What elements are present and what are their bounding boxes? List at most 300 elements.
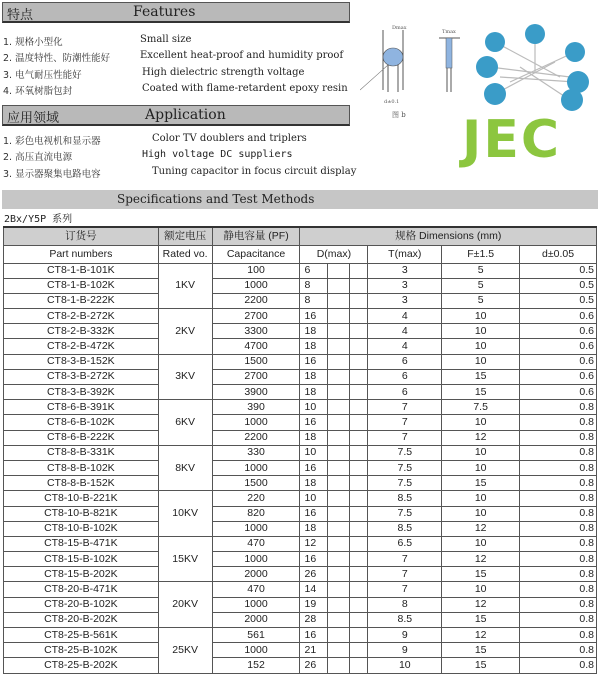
item-en: Small size — [140, 34, 192, 45]
table-row — [4, 460, 597, 475]
t-max: 7 — [368, 567, 442, 582]
capacitance: 2200 — [212, 293, 300, 308]
features-item — [3, 82, 348, 97]
d-max: 18 — [300, 430, 328, 445]
capacitance: 1000 — [212, 460, 300, 475]
part-number: CT8-15-B-202K — [4, 567, 159, 582]
lead-diameter: 0.8 — [520, 552, 597, 567]
item-en: High dielectric strength voltage — [142, 66, 305, 78]
features-title-en: Features — [133, 4, 196, 20]
f-spacing: 10 — [442, 491, 520, 506]
t-max: 7.5 — [368, 506, 442, 521]
t-max: 6 — [368, 354, 442, 369]
d-blank — [350, 430, 368, 445]
d-max: 16 — [300, 309, 328, 324]
t-max: 7.5 — [368, 445, 442, 460]
capacitance: 2000 — [212, 612, 300, 627]
part-number: CT8-10-B-102K — [4, 521, 159, 536]
d-max: 18 — [300, 385, 328, 400]
rated-voltage: 20KV — [158, 582, 212, 628]
d-blank — [350, 415, 368, 430]
lead-diameter: 0.6 — [520, 385, 597, 400]
f-spacing: 15 — [442, 385, 520, 400]
t-max: 4 — [368, 309, 442, 324]
d-max: 8 — [300, 278, 328, 293]
part-number: CT8-8-B-331K — [4, 445, 159, 460]
features-title-cn: 特点 — [7, 8, 34, 23]
d-blank — [328, 521, 350, 536]
part-number: CT8-10-B-821K — [4, 506, 159, 521]
f-spacing: 15 — [442, 369, 520, 384]
d-blank — [350, 476, 368, 491]
lead-diameter: 0.8 — [520, 643, 597, 658]
f-spacing: 12 — [442, 597, 520, 612]
part-number: CT8-10-B-221K — [4, 491, 159, 506]
item-en: Color TV doublers and triplers — [152, 133, 307, 144]
part-number: CT8-25-B-561K — [4, 628, 159, 643]
capacitance: 220 — [212, 491, 300, 506]
d-blank — [350, 567, 368, 582]
header-part-cn: 订货号 — [4, 227, 159, 245]
d-blank — [328, 339, 350, 354]
figure-caption: 图 b — [392, 111, 406, 119]
capacitance: 1000 — [212, 552, 300, 567]
features-item — [3, 66, 305, 81]
d-blank — [328, 597, 350, 612]
rated-voltage: 10KV — [158, 491, 212, 537]
d-blank — [328, 369, 350, 384]
f-spacing: 15 — [442, 643, 520, 658]
d-blank — [328, 415, 350, 430]
capacitance: 330 — [212, 445, 300, 460]
d-blank — [350, 309, 368, 324]
table-row — [4, 491, 597, 506]
spec-title: Specifications and Test Methods — [117, 192, 315, 206]
t-max: 4 — [368, 324, 442, 339]
table-row — [4, 293, 597, 308]
part-number: CT8-1-B-222K — [4, 293, 159, 308]
d-blank — [350, 552, 368, 567]
header-part: Part numbers — [4, 245, 159, 263]
f-spacing: 15 — [442, 567, 520, 582]
d-blank — [328, 567, 350, 582]
lead-diameter: 0.8 — [520, 628, 597, 643]
lead-diameter: 0.8 — [520, 536, 597, 551]
header-d: D(max) — [300, 245, 368, 263]
d-blank — [350, 628, 368, 643]
item-cn: 3. 显示器聚集电路电容 — [3, 168, 101, 180]
capacitance: 3300 — [212, 324, 300, 339]
table-row — [4, 643, 597, 658]
table-row — [4, 628, 597, 643]
d-blank — [350, 263, 368, 278]
lead-diameter: 0.8 — [520, 476, 597, 491]
capacitance: 1000 — [212, 415, 300, 430]
spec-title-bar — [2, 190, 598, 209]
capacitance: 100 — [212, 263, 300, 278]
features-item — [3, 34, 192, 48]
part-number: CT8-6-B-102K — [4, 415, 159, 430]
part-number: CT8-6-B-391K — [4, 400, 159, 415]
table-row — [4, 430, 597, 445]
t-max: 7.5 — [368, 476, 442, 491]
d-blank — [350, 400, 368, 415]
header-cap-cn: 静电容量 (PF) — [212, 227, 300, 245]
application-header — [2, 105, 350, 126]
application-item — [3, 149, 293, 164]
f-spacing: 15 — [442, 658, 520, 673]
header-dimensions-cn: 规格 Dimensions (mm) — [300, 227, 597, 245]
t-max: 9 — [368, 643, 442, 658]
f-spacing: 15 — [442, 476, 520, 491]
d-blank — [350, 582, 368, 597]
d-blank — [350, 354, 368, 369]
header-f: F±1.5 — [442, 245, 520, 263]
item-cn: 2. 温度特性、防潮性能好 — [3, 53, 111, 65]
t-max: 8.5 — [368, 612, 442, 627]
d-max: 6 — [300, 263, 328, 278]
f-spacing: 10 — [442, 506, 520, 521]
spec-table — [3, 226, 597, 674]
f-spacing: 5 — [442, 293, 520, 308]
d-blank — [328, 354, 350, 369]
t-max: 4 — [368, 339, 442, 354]
t-max: 7 — [368, 552, 442, 567]
application-item — [3, 165, 357, 180]
header-cap: Capacitance — [212, 245, 300, 263]
d-blank — [350, 506, 368, 521]
d-blank — [350, 445, 368, 460]
dimension-diagram — [360, 20, 470, 120]
capacitance: 470 — [212, 582, 300, 597]
rated-voltage: 15KV — [158, 536, 212, 582]
part-number: CT8-20-B-202K — [4, 612, 159, 627]
d-blank — [328, 324, 350, 339]
part-number: CT8-1-B-101K — [4, 263, 159, 278]
lead-diameter: 0.5 — [520, 263, 597, 278]
item-cn: 1. 规格小型化 — [3, 37, 63, 48]
capacitance: 1500 — [212, 476, 300, 491]
f-spacing: 12 — [442, 521, 520, 536]
d-max: 21 — [300, 643, 328, 658]
t-max: 7.5 — [368, 460, 442, 475]
d-blank — [328, 278, 350, 293]
d-blank — [328, 582, 350, 597]
f-spacing: 10 — [442, 536, 520, 551]
table-row — [4, 339, 597, 354]
d-blank — [350, 536, 368, 551]
table-row — [4, 369, 597, 384]
capacitance: 1000 — [212, 643, 300, 658]
part-number: CT8-15-B-471K — [4, 536, 159, 551]
f-spacing: 12 — [442, 430, 520, 445]
d-blank — [328, 643, 350, 658]
d-blank — [328, 506, 350, 521]
d-max: 14 — [300, 582, 328, 597]
lead-diameter: 0.5 — [520, 293, 597, 308]
rated-voltage: 2KV — [158, 309, 212, 355]
d-max: 26 — [300, 658, 328, 673]
part-number: CT8-3-B-152K — [4, 354, 159, 369]
lead-diameter: 0.8 — [520, 597, 597, 612]
table-row — [4, 445, 597, 460]
d-blank — [328, 460, 350, 475]
capacitance: 2700 — [212, 369, 300, 384]
f-spacing: 10 — [442, 460, 520, 475]
t-max: 7 — [368, 430, 442, 445]
d-blank — [328, 400, 350, 415]
d-blank — [328, 263, 350, 278]
d-blank — [328, 491, 350, 506]
f-spacing: 10 — [442, 309, 520, 324]
lead-diameter: 0.6 — [520, 369, 597, 384]
t-max: 10 — [368, 658, 442, 673]
t-max: 3 — [368, 263, 442, 278]
d-max: 16 — [300, 354, 328, 369]
capacitance: 152 — [212, 658, 300, 673]
part-number: CT8-2-B-272K — [4, 309, 159, 324]
tmax-label: Tmax — [442, 29, 456, 35]
header-voltage: Rated vo. — [158, 245, 212, 263]
item-en: High voltage DC suppliers — [142, 149, 293, 161]
lead-diameter: 0.8 — [520, 400, 597, 415]
item-cn: 1. 彩色电视机和显示器 — [3, 136, 101, 147]
f-spacing: 7.5 — [442, 400, 520, 415]
part-number: CT8-3-B-272K — [4, 369, 159, 384]
table-row — [4, 582, 597, 597]
d-blank — [328, 309, 350, 324]
d-blank — [350, 521, 368, 536]
d-max: 10 — [300, 491, 328, 506]
part-number: CT8-2-B-472K — [4, 339, 159, 354]
f-spacing: 10 — [442, 415, 520, 430]
lead-diameter: 0.8 — [520, 415, 597, 430]
capacitance: 820 — [212, 506, 300, 521]
features-item — [3, 50, 344, 65]
d-max: 12 — [300, 536, 328, 551]
lead-diameter: 0.8 — [520, 506, 597, 521]
t-max: 6 — [368, 369, 442, 384]
table-row — [4, 324, 597, 339]
t-max: 6 — [368, 385, 442, 400]
t-max: 7 — [368, 582, 442, 597]
application-title-cn: 应用领域 — [7, 111, 60, 126]
d-blank — [328, 552, 350, 567]
table-row — [4, 354, 597, 369]
header-t: T(max) — [368, 245, 442, 263]
f-spacing: 10 — [442, 445, 520, 460]
d-max: 16 — [300, 415, 328, 430]
lead-diameter: 0.8 — [520, 460, 597, 475]
table-row — [4, 400, 597, 415]
d-blank — [328, 430, 350, 445]
rated-voltage: 1KV — [158, 263, 212, 309]
f-spacing: 10 — [442, 339, 520, 354]
table-row — [4, 521, 597, 536]
table-row — [4, 612, 597, 627]
item-en: Coated with flame-retardent epoxy resin — [142, 82, 348, 94]
item-cn: 2. 高压直流电源 — [3, 152, 73, 164]
d-blank — [350, 658, 368, 673]
f-spacing: 10 — [442, 324, 520, 339]
lead-diameter: 0.8 — [520, 445, 597, 460]
lead-diameter: 0.8 — [520, 582, 597, 597]
item-cn: 3. 电气耐压性能好 — [3, 69, 82, 81]
d-max: 16 — [300, 552, 328, 567]
capacitance: 3900 — [212, 385, 300, 400]
f-spacing: 5 — [442, 278, 520, 293]
d-blank — [350, 491, 368, 506]
capacitance: 390 — [212, 400, 300, 415]
d-max: 18 — [300, 324, 328, 339]
item-cn: 4. 环氧树脂包封 — [3, 85, 73, 97]
d-blank — [350, 339, 368, 354]
capacitance: 561 — [212, 628, 300, 643]
item-en: Tuning capacitor in focus circuit display — [152, 165, 357, 177]
d-blank — [328, 293, 350, 308]
d-blank — [350, 278, 368, 293]
capacitance: 2700 — [212, 309, 300, 324]
features-header — [2, 2, 350, 23]
table-row — [4, 309, 597, 324]
lead-diameter: 0.6 — [520, 324, 597, 339]
f-spacing: 15 — [442, 612, 520, 627]
part-number: CT8-6-B-222K — [4, 430, 159, 445]
part-number: CT8-20-B-471K — [4, 582, 159, 597]
table-row — [4, 506, 597, 521]
lead-diameter: 0.8 — [520, 521, 597, 536]
header-lead: d±0.05 — [520, 245, 597, 263]
f-spacing: 12 — [442, 552, 520, 567]
header-voltage-cn: 额定电压 — [158, 227, 212, 245]
d-max: 19 — [300, 597, 328, 612]
lead-diameter: 0.8 — [520, 612, 597, 627]
lead-diameter: 0.8 — [520, 567, 597, 582]
d-max: 8 — [300, 293, 328, 308]
part-number: CT8-25-B-102K — [4, 643, 159, 658]
table-row — [4, 597, 597, 612]
capacitance: 470 — [212, 536, 300, 551]
capacitance: 1500 — [212, 354, 300, 369]
dmax-label: Dmax — [392, 25, 407, 31]
d-max: 18 — [300, 339, 328, 354]
d-max: 16 — [300, 628, 328, 643]
d-max: 26 — [300, 567, 328, 582]
series-label: 2Bx/Y5P 系列 — [4, 214, 73, 225]
t-max: 8.5 — [368, 521, 442, 536]
d-blank — [350, 612, 368, 627]
capacitance: 1000 — [212, 597, 300, 612]
t-max: 3 — [368, 278, 442, 293]
application-title-en: Application — [145, 107, 226, 123]
d-blank — [350, 460, 368, 475]
d-blank — [328, 536, 350, 551]
part-number: CT8-3-B-392K — [4, 385, 159, 400]
table-row — [4, 658, 597, 673]
d-max: 16 — [300, 506, 328, 521]
capacitance: 2200 — [212, 430, 300, 445]
d-max: 18 — [300, 521, 328, 536]
t-max: 3 — [368, 293, 442, 308]
lead-diameter: 0.5 — [520, 278, 597, 293]
lead-diameter: 0.6 — [520, 354, 597, 369]
rated-voltage: 8KV — [158, 445, 212, 491]
d-max: 18 — [300, 369, 328, 384]
part-number: CT8-15-B-102K — [4, 552, 159, 567]
t-max: 8.5 — [368, 491, 442, 506]
d-blank — [350, 324, 368, 339]
table-row — [4, 567, 597, 582]
t-max: 8 — [368, 597, 442, 612]
rated-voltage: 6KV — [158, 400, 212, 446]
f-spacing: 5 — [442, 263, 520, 278]
d-blank — [350, 293, 368, 308]
d-blank — [328, 612, 350, 627]
d-blank — [350, 643, 368, 658]
f-spacing: 10 — [442, 354, 520, 369]
d-max: 10 — [300, 445, 328, 460]
table-row — [4, 263, 597, 278]
table-row — [4, 278, 597, 293]
jec-logo: JEC — [462, 110, 562, 170]
table-row — [4, 476, 597, 491]
f-spacing: 12 — [442, 628, 520, 643]
lead-diameter: 0.8 — [520, 491, 597, 506]
lead-diameter: 0.8 — [520, 658, 597, 673]
d-blank — [328, 628, 350, 643]
part-number: CT8-25-B-202K — [4, 658, 159, 673]
part-number: CT8-1-B-102K — [4, 278, 159, 293]
d-blank — [328, 385, 350, 400]
capacitance: 1000 — [212, 521, 300, 536]
lead-diameter: 0.6 — [520, 339, 597, 354]
application-item — [3, 133, 307, 147]
capacitance: 1000 — [212, 278, 300, 293]
f-spacing: 10 — [442, 582, 520, 597]
table-row — [4, 536, 597, 551]
item-en: Excellent heat-proof and humidity proof — [140, 50, 344, 62]
d-max: 28 — [300, 612, 328, 627]
d-max: 18 — [300, 476, 328, 491]
capacitor-side-icon — [446, 38, 452, 68]
t-max: 9 — [368, 628, 442, 643]
table-row — [4, 385, 597, 400]
rated-voltage: 3KV — [158, 354, 212, 400]
table-row — [4, 415, 597, 430]
d-blank — [350, 385, 368, 400]
t-max: 6.5 — [368, 536, 442, 551]
d-blank — [328, 445, 350, 460]
part-number: CT8-8-B-152K — [4, 476, 159, 491]
part-number: CT8-20-B-102K — [4, 597, 159, 612]
d-blank — [328, 658, 350, 673]
d-max: 10 — [300, 400, 328, 415]
capacitor-front-icon — [383, 48, 403, 66]
lead-label: d±0.1 — [384, 99, 400, 105]
d-blank — [328, 476, 350, 491]
capacitors-photo — [470, 22, 598, 112]
d-max: 16 — [300, 460, 328, 475]
part-number: CT8-2-B-332K — [4, 324, 159, 339]
t-max: 7 — [368, 415, 442, 430]
capacitance: 2000 — [212, 567, 300, 582]
rated-voltage: 25KV — [158, 628, 212, 674]
lead-diameter: 0.6 — [520, 309, 597, 324]
table-row — [4, 552, 597, 567]
part-number: CT8-8-B-102K — [4, 460, 159, 475]
t-max: 7 — [368, 400, 442, 415]
capacitance: 4700 — [212, 339, 300, 354]
